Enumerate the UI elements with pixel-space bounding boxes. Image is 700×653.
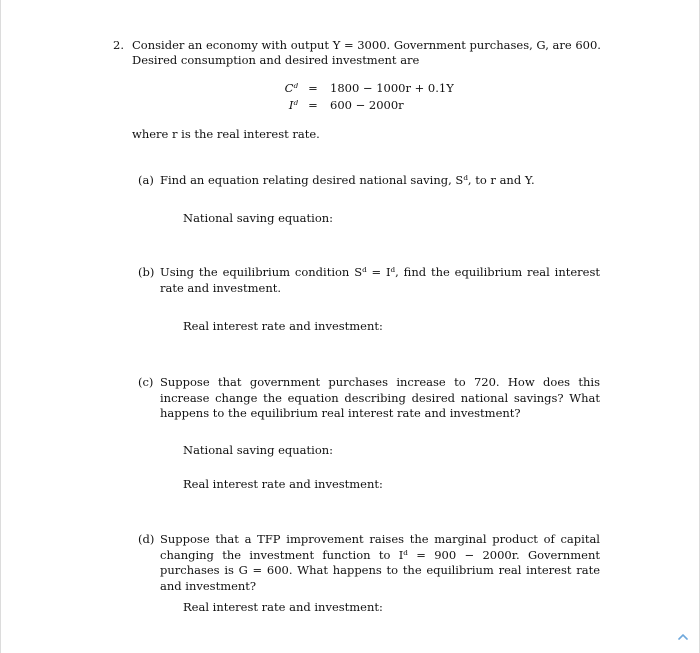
problem-intro-line-2: Desired consumption and desired investment are: [132, 53, 420, 67]
part-d-text: Suppose that a TFP improvement raises the marginal product of capital changing the investment function to Iᵈ = 900 − 2000r. Government purchases is G = 600. What happens to the equilibrium real interest rate and investment?: [160, 532, 600, 593]
part-d-label: (d): [138, 532, 155, 546]
equation-lhs: Cᵈ: [284, 81, 298, 95]
equation-sign: =: [308, 81, 318, 95]
part-a-label: (a): [138, 173, 154, 187]
part-d-answer-label: Real interest rate and investment:: [183, 600, 383, 614]
problem-number: 2.: [113, 38, 124, 52]
chevron-up-icon[interactable]: [676, 630, 690, 644]
part-c-answer-label-1: National saving equation:: [183, 443, 334, 457]
part-c-text: Suppose that government purchases increase to 720. How does this increase change the equation describing desired national savings? What happens to the equilibrium real interest rate and investment?: [160, 375, 600, 420]
part-a-answer-label: National saving equation:: [183, 211, 334, 225]
equation-sign: =: [308, 98, 318, 112]
part-c-label: (c): [138, 375, 154, 389]
part-c-answer-label-2: Real interest rate and investment:: [183, 477, 383, 491]
part-a-text: Find an equation relating desired national saving, Sᵈ, to r and Y.: [160, 173, 535, 187]
problem-intro-line-1: Consider an economy with output Y = 3000. Government purchases, G, are 600.: [132, 38, 601, 52]
part-b-text: Using the equilibrium condition Sᵈ = Iᵈ, find the equilibrium real interest rate and investment.: [160, 265, 600, 295]
part-b-answer-label: Real interest rate and investment:: [183, 319, 383, 333]
equation-lhs: Iᵈ: [288, 98, 298, 112]
part-b-label: (b): [138, 265, 155, 279]
equation-rhs: 1800 − 1000r + 0.1Y: [330, 81, 454, 95]
equation-rhs: 600 − 2000r: [330, 98, 404, 112]
where-text: where r is the real interest rate.: [132, 127, 320, 141]
